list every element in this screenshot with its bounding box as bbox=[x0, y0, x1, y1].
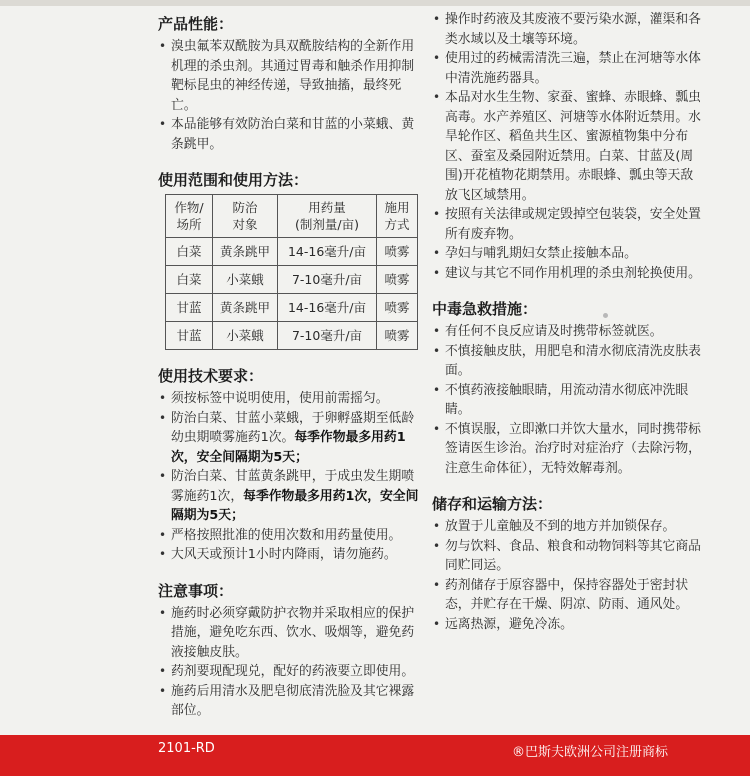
tech-item: • 大风天或预计1小时内降雨，请勿施药。 bbox=[158, 545, 420, 565]
notes-item: • 按照有关法律或规定毁掉空包装袋，安全处置所有废弃物。 bbox=[433, 207, 701, 242]
aid-title: 中毒急救措施： bbox=[432, 300, 538, 318]
header-dosage: 用药量 (制剂量/亩) bbox=[278, 195, 377, 238]
storage-item: • 放置于儿童触及不到的地方并加锁保存。 bbox=[432, 517, 702, 537]
tech-item: • 须按标签中说明使用，使用前需摇匀。 bbox=[158, 389, 420, 409]
notes-item: • 本品对水生生物、家蚕、蜜蜂、赤眼蜂、瓢虫高毒。水产养殖区、河塘等水体附近禁用。水旱轮作区、稻鱼共生区、蜜源植物集中分布区、蚕室及桑园附近禁用。白菜、甘蓝及(周围)开花植物花期禁用。赤眼蜂、瓢虫等天敌放飞区域禁用。 bbox=[433, 90, 701, 203]
notes-item: • 施药时必须穿戴防护衣物并采取相应的保护措施，避免吃东西、饮水、吸烟等，避免药液接触皮肤。 bbox=[159, 605, 415, 660]
bullet-icon: • bbox=[433, 538, 441, 553]
tech-item: • 防治白菜、甘蓝黄条跳甲，于成虫发生期喷雾施药1次，每季作物最多用药1次，安全间隔期为5天； bbox=[159, 469, 419, 523]
notes-item: • 施药后用清水及肥皂彻底清洗脸及其它裸露部位。 bbox=[159, 683, 415, 718]
bullet-icon: • bbox=[433, 265, 441, 280]
tech-title: 使用技术要求： bbox=[158, 367, 264, 385]
bullet-icon: • bbox=[433, 577, 441, 592]
storage-item: • 远离热源，避免冷冻。 bbox=[432, 615, 702, 635]
bullet-icon: • bbox=[159, 469, 167, 483]
notes-item: • 药剂要现配现兑，配好的药液要立即使用。 bbox=[158, 662, 420, 682]
storage-item: • 药剂储存于原容器中，保持容器处于密封状态，并贮存在干燥、阴凉、防雨、通风处。 bbox=[433, 577, 689, 612]
bullet-icon: • bbox=[433, 382, 441, 397]
footer-bar bbox=[0, 735, 750, 776]
bullet-icon: • bbox=[159, 391, 167, 405]
aid-item: • 不慎误服，立即漱口并饮大量水，同时携带标签请医生诊治。治疗时对症治疗（去除污物，注意生命体征），无特效解毒剂。 bbox=[433, 421, 701, 476]
bullet-icon: • bbox=[159, 664, 167, 678]
table-header-row bbox=[166, 195, 418, 238]
bullet-icon: • bbox=[159, 683, 167, 698]
perf-item: • 本品能够有效防治白菜和甘蓝的小菜蛾、黄条跳甲。 bbox=[159, 117, 415, 152]
table-row: 白菜 黄条跳甲 14-16毫升/亩 喷雾 bbox=[166, 238, 418, 266]
header-crop: 作物/ 场所 bbox=[166, 195, 213, 238]
bullet-icon: • bbox=[433, 324, 441, 338]
notes-item: • 孕妇与哺乳期妇女禁止接触本品。 bbox=[432, 244, 702, 264]
bullet-icon: • bbox=[159, 117, 167, 131]
tech-item: • 严格按照批准的使用次数和用药量使用。 bbox=[158, 526, 420, 546]
table-row: 甘蓝 黄条跳甲 14-16毫升/亩 喷雾 bbox=[166, 294, 418, 322]
table-row: 甘蓝 小菜蛾 7-10毫升/亩 喷雾 bbox=[166, 322, 418, 350]
usage-title: 使用范围和使用方法： bbox=[158, 171, 309, 189]
bullet-icon: • bbox=[433, 343, 441, 358]
notes-item: • 建议与其它不同作用机理的杀虫剂轮换使用。 bbox=[432, 264, 702, 284]
perf-title: 产品性能： bbox=[158, 15, 234, 33]
bullet-icon: • bbox=[159, 39, 167, 53]
table-row: 白菜 小菜蛾 7-10毫升/亩 喷雾 bbox=[166, 266, 418, 294]
aid-item: • 有任何不良反应请及时携带标签就医。 bbox=[432, 322, 702, 342]
header-method: 施用 方式 bbox=[377, 195, 418, 238]
bullet-icon: • bbox=[159, 410, 167, 425]
product-code: 2101-RD bbox=[158, 741, 215, 756]
storage-item: • 勿与饮料、食品、粮食和动物饲料等其它商品同贮同运。 bbox=[433, 538, 701, 573]
trademark-notice: ®巴斯夫欧洲公司注册商标 bbox=[512, 745, 669, 760]
bullet-icon: • bbox=[433, 207, 441, 221]
storage-title: 储存和运输方法： bbox=[432, 495, 553, 513]
notes-item: • 使用过的药械需清洗三遍，禁止在河塘等水体中清洗施药器具。 bbox=[433, 51, 701, 86]
header-target: 防治 对象 bbox=[213, 195, 278, 238]
bullet-icon: • bbox=[433, 519, 441, 533]
registration-dot bbox=[603, 313, 608, 318]
aid-item: • 不慎药液接触眼睛，用流动清水彻底冲洗眼睛。 bbox=[433, 382, 689, 417]
right-column bbox=[432, 10, 702, 634]
tech-item: • 防治白菜、甘蓝小菜蛾，于卵孵盛期至低龄幼虫期喷雾施药1次。每季作物最多用药1次，安全间隔期为5天； bbox=[159, 410, 415, 465]
bullet-icon: • bbox=[433, 90, 441, 104]
left-column bbox=[158, 10, 420, 721]
aid-item: • 不慎接触皮肤，用肥皂和清水彻底清洗皮肤表面。 bbox=[433, 343, 701, 378]
bullet-icon: • bbox=[159, 527, 167, 542]
bullet-icon: • bbox=[433, 246, 441, 260]
usage-table bbox=[165, 194, 418, 350]
notes-title: 注意事项： bbox=[158, 581, 234, 600]
bullet-icon: • bbox=[159, 547, 167, 561]
bullet-icon: • bbox=[433, 616, 441, 631]
perf-item: • 溴虫氟苯双酰胺为具双酰胺结构的全新作用机理的杀虫剂。其通过胃毒和触杀作用抑制靶标昆虫的神经传递，导致抽搐，最终死亡。 bbox=[159, 39, 415, 113]
bullet-icon: • bbox=[433, 12, 441, 26]
bullet-icon: • bbox=[433, 51, 441, 65]
bullet-icon: • bbox=[433, 421, 441, 436]
bullet-icon: • bbox=[159, 605, 167, 620]
notes-item: • 操作时药液及其废液不要污染水源，灌渠和各类水域以及土壤等环境。 bbox=[433, 12, 701, 47]
top-strip bbox=[0, 0, 750, 6]
